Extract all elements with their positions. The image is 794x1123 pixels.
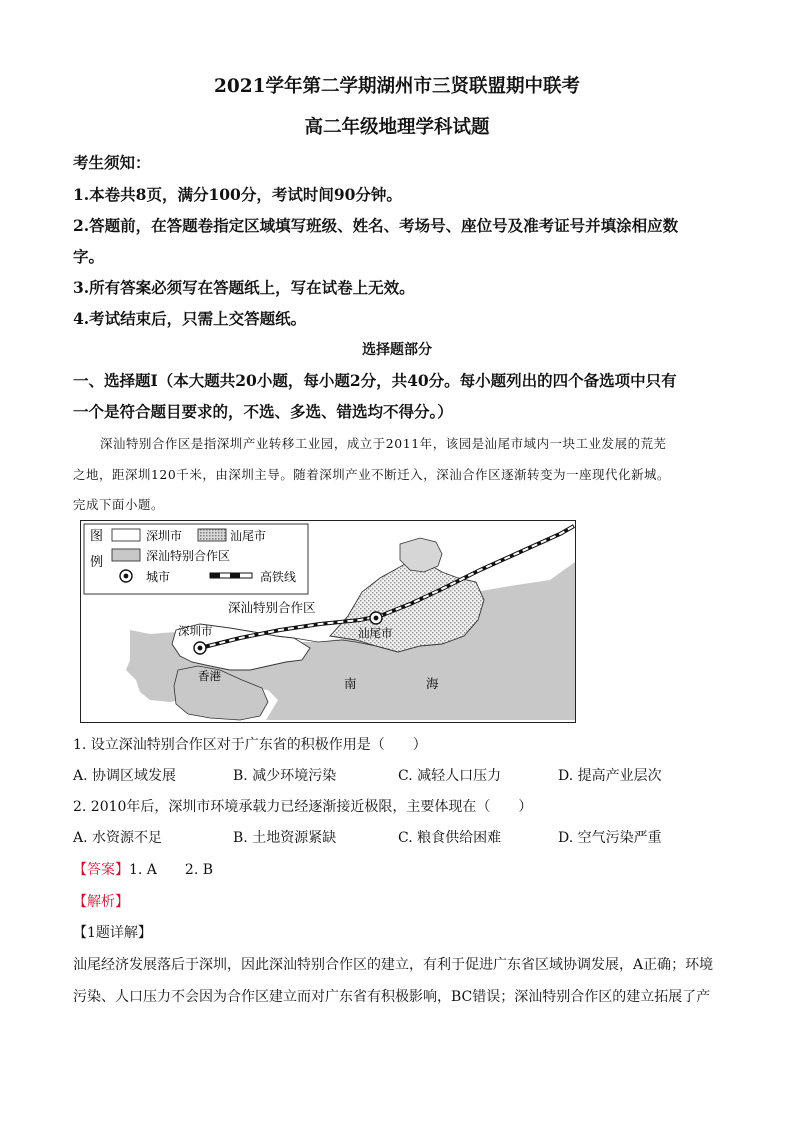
legend-shenzhen-swatch [112, 529, 140, 541]
option-d: D. 空气污染严重 [558, 830, 662, 846]
legend-shanwei-label: 汕尾市 [230, 529, 267, 543]
legend-rail-icon [210, 573, 252, 578]
section-heading: 一个是符合题目要求的，不选、多选、错选均不得分。） [73, 402, 453, 421]
option-b: B. 减少环境污染 [233, 768, 337, 784]
legend-city-label: 城市 [146, 570, 171, 584]
analysis-label: 【解析】 [73, 894, 129, 910]
section-part-title: 选择题部分 [362, 342, 432, 358]
option-d: D. 提高产业层次 [558, 768, 662, 784]
question-stem: 1. 设立深汕特别合作区对于广东省的积极作用是（ ） [73, 737, 427, 753]
map-label-hai: 海 [426, 676, 439, 691]
page-title: 2021学年第二学期湖州市三贤联盟期中联考 [214, 76, 580, 97]
notice-heading: 考生须知： [73, 153, 151, 172]
answer-line [73, 859, 213, 879]
passage-line: 之地，距深圳120千米，由深圳主导。随着深圳产业不断迁入，深汕合作区逐渐转变为一座现代化新城。 [73, 467, 671, 482]
analysis-subheading: 【1题详解】 [73, 925, 152, 941]
option-c: C. 粮食供给困难 [398, 830, 502, 846]
legend-shanwei-swatch [198, 529, 226, 541]
option-b: B. 土地资源紧缺 [233, 830, 337, 846]
page-subtitle: 高二年级地理学科试题 [304, 117, 490, 138]
analysis-text: 污染、人口压力不会因为合作区建立而对广东省有积极影响，BC错误；深汕特别合作区的建立拓展了产 [73, 989, 711, 1005]
legend-tu-label: 图 [90, 529, 104, 544]
notice-item: 4.考试结束后，只需上交答题纸。 [73, 309, 307, 328]
passage-line: 深汕特别合作区是指深圳产业转移工业园，成立于2011年，该园是汕尾市域内一块工业发展的荒芜 [100, 436, 667, 451]
option-a: A. 水资源不足 [73, 830, 163, 846]
analysis-text: 汕尾经济发展落后于深圳，因此深汕特别合作区的建立，有利于促进广东省区域协调发展，A正确；环境 [73, 957, 714, 973]
map-label-shanwei: 汕尾市 [358, 626, 393, 640]
notice-item: 2.答题前，在答题卷指定区域填写班级、姓名、考场号、座位号及准考证号并填涂相应数 [73, 216, 679, 235]
legend-shenzhen-label: 深圳市 [146, 529, 183, 543]
map-label-shenzhen: 深圳市 [178, 624, 213, 638]
notice-item: 字。 [73, 247, 105, 266]
legend-zone-label: 深汕特别合作区 [146, 549, 231, 563]
map-label-nan: 南 [344, 676, 357, 691]
notice-item: 3.所有答案必须写在答题纸上，写在试卷上无效。 [73, 278, 415, 297]
notice-item: 1.本卷共8页，满分100分，考试时间90分钟。 [73, 185, 402, 204]
answer-value: 1. A 2. B [129, 862, 214, 878]
legend-zone-swatch [112, 549, 140, 561]
option-a: A. 协调区域发展 [73, 768, 177, 784]
passage-line: 完成下面小题。 [73, 497, 164, 512]
map-label-hongkong: 香港 [198, 669, 221, 683]
legend-rail-label: 高铁线 [260, 570, 297, 584]
answer-label: 【答案】 [73, 862, 129, 878]
option-c: C. 减轻人口压力 [398, 768, 502, 784]
question-stem: 2. 2010年后，深圳市环境承载力已经逐渐接近极限，主要体现在（ ） [73, 799, 533, 815]
section-heading: 一、选择题Ⅰ（本大题共20小题，每小题2分，共40分。每小题列出的四个备选项中只有 [73, 371, 677, 390]
map-figure [80, 520, 576, 723]
city-marker-shenzhen [194, 642, 206, 654]
city-marker-shanwei [370, 612, 382, 624]
legend-li-label: 例 [90, 555, 104, 570]
map-label-zone: 深汕特别合作区 [228, 600, 316, 615]
